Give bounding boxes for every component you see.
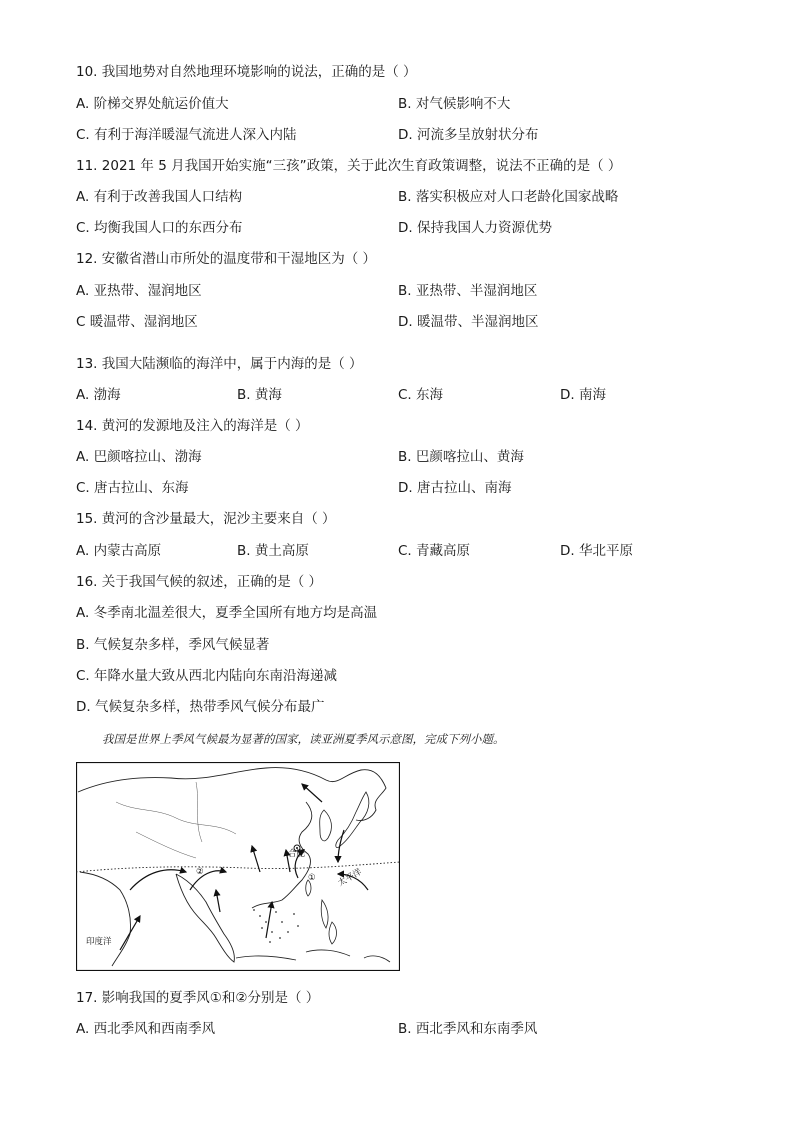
- marker-1-label: ①: [308, 873, 316, 883]
- q11-option-a[interactable]: A. 有利于改善我国人口结构: [76, 189, 243, 205]
- q10-option-b[interactable]: B. 对气候影响不大: [398, 96, 511, 112]
- q15-option-c[interactable]: C. 青藏高原: [398, 543, 471, 559]
- q15-option-b[interactable]: B. 黄土高原: [237, 543, 309, 559]
- q13-option-a[interactable]: A. 渤海: [76, 387, 121, 403]
- q17-option-b[interactable]: B. 西北季风和东南季风: [398, 1021, 538, 1037]
- question-13-stem: 13. 我国大陆濒临的海洋中，属于内海的是（ ）: [76, 356, 363, 372]
- q12-option-b[interactable]: B. 亚热带、半湿润地区: [398, 283, 538, 299]
- map-frame: [77, 763, 400, 971]
- q14-option-c[interactable]: C. 唐古拉山、东海: [76, 480, 189, 496]
- q15-option-a[interactable]: A. 内蒙古高原: [76, 543, 162, 559]
- q13-option-c[interactable]: C. 东海: [398, 387, 444, 403]
- marker-2-label: ②: [196, 867, 204, 877]
- map-intro-text: 我国是世界上季风气候最为显著的国家，读亚洲夏季风示意图，完成下列小题。: [102, 732, 505, 746]
- q10-option-d[interactable]: D. 河流多呈放射状分布: [398, 127, 539, 143]
- q14-option-a[interactable]: A. 巴颜喀拉山、渤海: [76, 449, 202, 465]
- q11-option-b[interactable]: B. 落实积极应对人口老龄化国家战略: [398, 189, 619, 205]
- question-12-stem: 12. 安徽省潜山市所处的温度带和干湿地区为（ ）: [76, 251, 377, 267]
- q13-option-d[interactable]: D. 南海: [560, 387, 606, 403]
- q12-option-d[interactable]: D. 暖温带、半湿润地区: [398, 314, 539, 330]
- question-15-stem: 15. 黄河的含沙量最大，泥沙主要来自（ ）: [76, 511, 336, 527]
- q12-option-a[interactable]: A. 亚热带、湿润地区: [76, 283, 202, 299]
- pacific-label: 太平洋: [336, 867, 364, 889]
- asia-summer-monsoon-map: [76, 762, 400, 971]
- q16-option-c[interactable]: C. 年降水量大致从西北内陆向东南沿海递减: [76, 668, 338, 684]
- question-14-stem: 14. 黄河的发源地及注入的海洋是（ ）: [76, 418, 309, 434]
- question-10-stem: 10. 我国地势对自然地理环境影响的说法，正确的是（ ）: [76, 64, 417, 80]
- q11-option-c[interactable]: C. 均衡我国人口的东西分布: [76, 220, 243, 236]
- question-16-stem: 16. 关于我国气候的叙述，正确的是（ ）: [76, 574, 323, 590]
- question-17-stem: 17. 影响我国的夏季风①和②分别是（ ）: [76, 990, 320, 1006]
- q10-option-c[interactable]: C. 有利于海洋暖湿气流进人深入内陆: [76, 127, 297, 143]
- q11-option-d[interactable]: D. 保持我国人力资源优势: [398, 220, 552, 236]
- q15-option-d[interactable]: D. 华北平原: [560, 543, 633, 559]
- q14-option-b[interactable]: B. 巴颜喀拉山、黄海: [398, 449, 524, 465]
- q16-option-d[interactable]: D. 气候复杂多样，热带季风气候分布最广: [76, 699, 325, 715]
- q13-option-b[interactable]: B. 黄海: [237, 387, 282, 403]
- q16-option-a[interactable]: A. 冬季南北温差很大，夏季全国所有地方均是高温: [76, 605, 378, 621]
- q10-option-a[interactable]: A. 阶梯交界处航运价值大: [76, 96, 229, 112]
- q17-option-a[interactable]: A. 西北季风和西南季风: [76, 1021, 216, 1037]
- q12-option-c[interactable]: C 暖温带、湿润地区: [76, 314, 198, 330]
- q14-option-d[interactable]: D. 唐古拉山、南海: [398, 480, 512, 496]
- q16-option-b[interactable]: B. 气候复杂多样，季风气候显著: [76, 637, 270, 653]
- indian-ocean-label: 印度洋: [86, 937, 112, 947]
- question-11-stem: 11. 2021 年 5 月我国开始实施“三孩”政策，关于此次生育政策调整，说法不正确的是（ ）: [76, 158, 622, 174]
- hefei-label: 合肥: [288, 849, 306, 859]
